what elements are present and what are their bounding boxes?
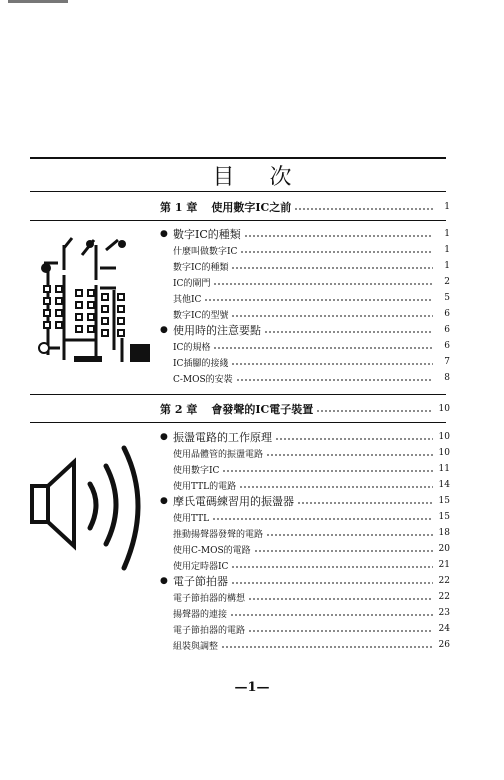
entry-text: IC的閘門 (173, 278, 211, 289)
title-rule (30, 191, 446, 192)
top-rule (30, 157, 446, 159)
page-ref: 10 (438, 432, 450, 442)
page-ref: 14 (438, 480, 450, 490)
leader-dots (221, 646, 433, 648)
subsection-entry[interactable] (160, 589, 450, 605)
subsection-entry[interactable] (160, 461, 450, 477)
entry-text: IC的規格 (173, 342, 211, 353)
page-ref: 10 (438, 404, 450, 414)
entry-text: C-MOS的安裝 (173, 374, 233, 385)
subsection-entry[interactable] (160, 258, 450, 274)
leader-dots (248, 598, 433, 600)
chapter-1-rule (30, 220, 446, 221)
page-ref: 7 (444, 357, 450, 367)
page-ref: 22 (438, 592, 450, 602)
leader-dots (231, 566, 433, 568)
leader-dots (212, 518, 433, 520)
leader-dots (213, 283, 433, 285)
leader-dots (275, 438, 433, 440)
page-ref: 24 (438, 624, 450, 634)
chapter-title: 使用數字IC之前 (211, 201, 292, 214)
entry-text: 摩氏電碼練習用的振盪器 (173, 495, 294, 508)
page-ref: 22 (438, 576, 450, 586)
page-ref: 2 (444, 277, 450, 287)
bullet-icon: ● (160, 229, 168, 239)
page-ref: 18 (438, 528, 450, 538)
chapter-title: 會發聲的IC電子裝置 (211, 403, 314, 416)
page-ref: 1 (444, 261, 450, 271)
subsection-entry[interactable] (160, 370, 450, 386)
page-ref: 26 (438, 640, 450, 650)
page-ref: 8 (444, 373, 450, 383)
leader-dots (240, 251, 433, 253)
leader-dots (231, 267, 433, 269)
entry-text: 使用定時器IC (173, 561, 229, 572)
entry-text: 其他IC (173, 294, 202, 305)
entry-text: 使用時的注意要點 (173, 324, 261, 337)
leader-dots (254, 550, 433, 552)
entry-text: 什麼叫做數字IC (173, 246, 238, 257)
page-ref: 5 (444, 293, 450, 303)
leader-dots (231, 363, 433, 365)
leader-dots (230, 614, 433, 616)
leader-dots (244, 235, 433, 237)
subsection-entry[interactable] (160, 509, 450, 525)
subsection-entry[interactable] (160, 242, 450, 258)
entry-text: 組裝與調整 (173, 641, 219, 652)
subsection-entry[interactable] (160, 525, 450, 541)
entry-text: 數字IC的型號 (173, 310, 229, 321)
chapter-2-rule (30, 422, 446, 423)
circuit-board-icon (34, 230, 154, 370)
entry-text: IC插腳的接綫 (173, 358, 229, 369)
subsection-entry[interactable] (160, 338, 450, 354)
entry-text: 使用數字IC (173, 465, 220, 476)
section-entry[interactable] (160, 322, 450, 338)
entry-text: 電子節拍器的電路 (173, 625, 246, 636)
toc-title: 目 次 (212, 165, 306, 190)
chapter-number: 第 1 章 (160, 201, 198, 214)
subsection-entry[interactable] (160, 354, 450, 370)
subsection-entry[interactable] (160, 621, 450, 637)
leader-dots (204, 299, 433, 301)
subsection-entry[interactable] (160, 477, 450, 493)
subsection-entry[interactable] (160, 637, 450, 653)
leader-dots (294, 208, 433, 210)
page-ref: 1 (444, 202, 450, 212)
page-ref: 15 (438, 512, 450, 522)
entry-text: 電子節拍器 (173, 575, 228, 588)
entry-text: 揚聲器的連接 (173, 609, 228, 620)
leader-dots (222, 470, 433, 472)
entry-text: 使用TTL (173, 513, 210, 524)
page-ref: 21 (438, 560, 450, 570)
entry-text: 使用TTL的電路 (173, 481, 237, 492)
leader-dots (264, 331, 433, 333)
leader-dots (316, 410, 433, 412)
entry-text: 電子節拍器的構想 (173, 593, 246, 604)
chapter-1-heading[interactable] (160, 199, 450, 215)
page-ref: 20 (438, 544, 450, 554)
bullet-icon: ● (160, 496, 168, 506)
bullet-icon: ● (160, 325, 168, 335)
page-ref: 1 (444, 245, 450, 255)
page-ref: 10 (438, 448, 450, 458)
subsection-entry[interactable] (160, 274, 450, 290)
leader-dots (248, 630, 433, 632)
page-ref: 15 (438, 496, 450, 506)
page-ref: 11 (438, 464, 450, 474)
leader-dots (231, 315, 433, 317)
subsection-entry[interactable] (160, 445, 450, 461)
leader-dots (239, 486, 433, 488)
speaker-icon (26, 440, 156, 580)
leader-dots (236, 379, 433, 381)
entry-text: 數字IC的種類 (173, 262, 229, 273)
leader-dots (266, 534, 433, 536)
chapter-2-heading[interactable] (160, 401, 450, 417)
subsection-entry[interactable] (160, 557, 450, 573)
section-entry[interactable] (160, 226, 450, 242)
subsection-entry[interactable] (160, 605, 450, 621)
bullet-icon: ● (160, 432, 168, 442)
bullet-icon: ● (160, 576, 168, 586)
leader-dots (231, 582, 433, 584)
page-ref: 6 (444, 309, 450, 319)
section-entry[interactable] (160, 493, 450, 509)
page-number: —1— (234, 680, 270, 695)
chapter-2-top-rule (30, 394, 446, 395)
chapter-number: 第 2 章 (160, 403, 198, 416)
leader-dots (297, 502, 433, 504)
entry-text: 推動揚聲器發聲的電路 (173, 529, 264, 540)
page-ref: 23 (438, 608, 450, 618)
page-ref: 6 (444, 325, 450, 335)
page-ref: 1 (444, 229, 450, 239)
subsection-entry[interactable] (160, 306, 450, 322)
subsection-entry[interactable] (160, 290, 450, 306)
entry-text: 數字IC的種類 (173, 228, 241, 241)
leader-dots (213, 347, 433, 349)
scan-mark (8, 0, 68, 3)
leader-dots (266, 454, 433, 456)
entry-text: 使用C-MOS的電路 (173, 545, 251, 556)
entry-text: 使用晶體管的振盪電路 (173, 449, 264, 460)
page-ref: 6 (444, 341, 450, 351)
section-entry[interactable] (160, 429, 450, 445)
section-entry[interactable] (160, 573, 450, 589)
subsection-entry[interactable] (160, 541, 450, 557)
entry-text: 振盪電路的工作原理 (173, 431, 272, 444)
